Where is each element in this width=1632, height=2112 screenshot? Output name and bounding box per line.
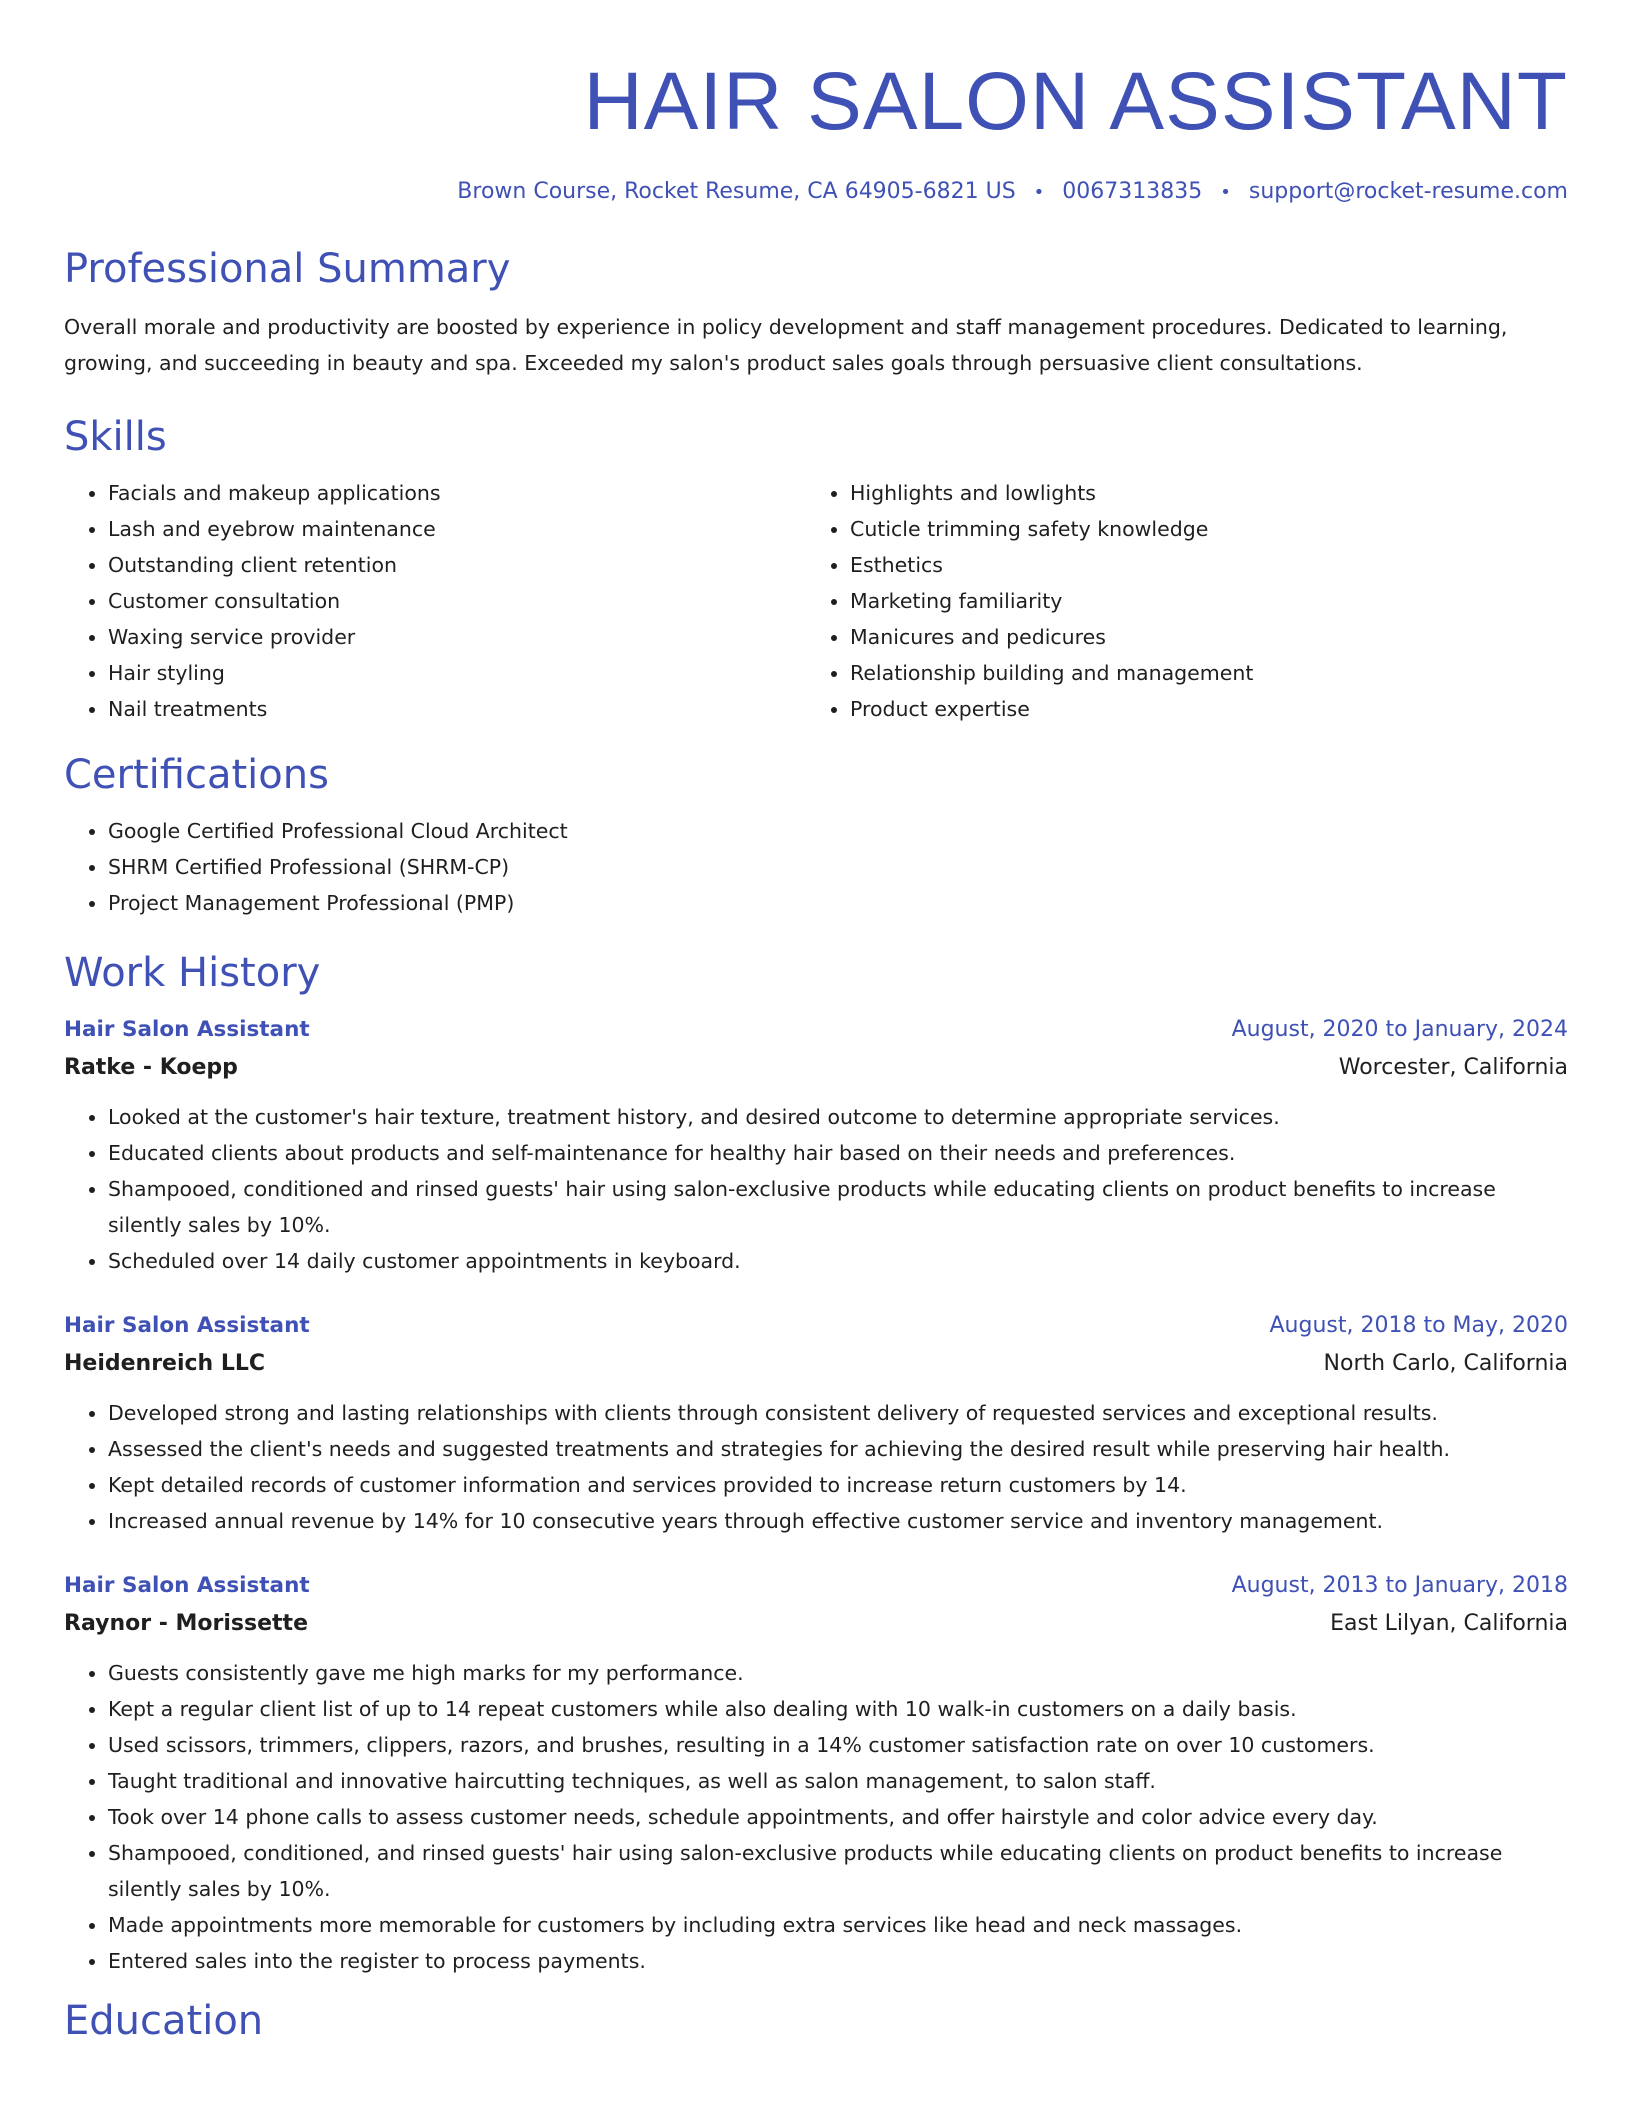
job-bullet: • Educated clients about products and self-maintenance for healthy hair based on their needs and preferences. (108, 1135, 1568, 1171)
job-title: Hair Salon Assistant (64, 1573, 310, 1598)
job-location: East Lilyan, California (1330, 1611, 1568, 1636)
education-heading: Education (64, 1998, 264, 2044)
job-title: Hair Salon Assistant (64, 1017, 310, 1042)
job-bullets (64, 1099, 1568, 1279)
contact-separator: • (1220, 182, 1231, 203)
job-bullet: • Took over 14 phone calls to assess customer needs, schedule appointments, and offer hairstyle and color advice every day. (108, 1799, 1568, 1835)
candidate-name: HAIR SALON ASSISTANT (583, 56, 1568, 147)
job-bullet: • Kept a regular client list of up to 14 repeat customers while also dealing with 10 walk-in customers on a daily basis. (108, 1691, 1568, 1727)
job-title-row (64, 1011, 1568, 1049)
job-company-row (64, 1605, 1568, 1643)
job-location: North Carlo, California (1323, 1351, 1568, 1376)
job-bullet: • Made appointments more memorable for customers by including extra services like head and neck massages. (108, 1907, 1568, 1943)
job-company: Heidenreich LLC (64, 1351, 266, 1376)
certification-item: • SHRM Certified Professional (SHRM-CP) (108, 849, 1568, 885)
certification-item: • Google Certified Professional Cloud Architect (108, 813, 1568, 849)
resume-header (64, 0, 1568, 209)
job-entry (64, 1011, 1568, 1279)
job-company: Raynor - Morissette (64, 1611, 308, 1636)
contact-phone: 0067313835 (1062, 179, 1203, 204)
job-title-row (64, 1567, 1568, 1605)
summary-heading: Professional Summary (64, 246, 511, 292)
job-bullet: • Scheduled over 14 daily customer appointments in keyboard. (108, 1243, 1568, 1279)
job-bullet: • Shampooed, conditioned, and rinsed guests' hair using salon-exclusive products while educating clients on product benefits to increase silently sales by 10%. (108, 1835, 1568, 1907)
job-entry (64, 1567, 1568, 1979)
skill-item: • Outstanding client retention (108, 547, 806, 583)
job-bullets (64, 1395, 1568, 1539)
job-dates: August, 2018 to May, 2020 (1269, 1313, 1568, 1338)
job-bullet: • Guests consistently gave me high marks for my performance. (108, 1655, 1568, 1691)
skill-item: • Cuticle trimming safety knowledge (850, 511, 1548, 547)
skill-item: • Highlights and lowlights (850, 475, 1548, 511)
contact-separator: • (1033, 182, 1045, 203)
skill-item: • Waxing service provider (108, 619, 806, 655)
work-history-heading: Work History (64, 950, 321, 996)
contact-address: Brown Course, Rocket Resume, CA 64905-6821 US (457, 179, 1016, 204)
job-dates: August, 2013 to January, 2018 (1231, 1573, 1568, 1598)
skills-column-left (64, 475, 806, 727)
job-title-row (64, 1307, 1568, 1345)
job-bullet: • Developed strong and lasting relationships with clients through consistent delivery of requested services and exceptional results. (108, 1395, 1568, 1431)
contact-line (64, 176, 1568, 209)
certifications-list (64, 813, 1568, 921)
skills-list (64, 475, 1568, 727)
skill-item: • Facials and makeup applications (108, 475, 806, 511)
skills-heading: Skills (64, 414, 167, 460)
skill-item: • Esthetics (850, 547, 1548, 583)
skill-item: • Product expertise (850, 691, 1548, 727)
job-bullets (64, 1655, 1568, 1979)
summary-text: Overall morale and productivity are boosted by experience in policy development and staff management procedures. Dedicated to learning, growing, and succeeding in beauty and spa. Exceeded my salon's product sales goals through persuasive client consultations. (64, 315, 1508, 375)
job-location: Worcester, California (1338, 1055, 1568, 1080)
skill-item: • Hair styling (108, 655, 806, 691)
job-company-row (64, 1345, 1568, 1383)
job-entry (64, 1307, 1568, 1539)
job-bullet: • Taught traditional and innovative haircutting techniques, as well as salon management, to salon staff. (108, 1763, 1568, 1799)
job-bullet: • Shampooed, conditioned and rinsed guests' hair using salon-exclusive products while educating clients on product benefits to increase silently sales by 10%. (108, 1171, 1568, 1243)
job-company-row (64, 1049, 1568, 1087)
job-title: Hair Salon Assistant (64, 1313, 310, 1338)
certification-item: • Project Management Professional (PMP) (108, 885, 1568, 921)
skill-item: • Customer consultation (108, 583, 806, 619)
job-company: Ratke - Koepp (64, 1055, 238, 1080)
job-bullet: • Looked at the customer's hair texture, treatment history, and desired outcome to determine appropriate services. (108, 1099, 1568, 1135)
skill-item: • Manicures and pedicures (850, 619, 1548, 655)
certifications-heading: Certifications (64, 752, 329, 798)
job-bullet: • Kept detailed records of customer information and services provided to increase return customers by 14. (108, 1467, 1568, 1503)
skill-item: • Relationship building and management (850, 655, 1548, 691)
job-bullet: • Increased annual revenue by 14% for 10 consecutive years through effective customer service and inventory management. (108, 1503, 1568, 1539)
job-bullet: • Entered sales into the register to process payments. (108, 1943, 1568, 1979)
resume-page (64, 0, 1568, 2047)
job-bullet: • Used scissors, trimmers, clippers, razors, and brushes, resulting in a 14% customer satisfaction rate on over 10 customers. (108, 1727, 1568, 1763)
skill-item: • Marketing familiarity (850, 583, 1548, 619)
skill-item: • Nail treatments (108, 691, 806, 727)
job-bullet: • Assessed the client's needs and suggested treatments and strategies for achieving the desired result while preserving hair health. (108, 1431, 1568, 1467)
contact-email[interactable]: support@rocket-resume.com (1248, 179, 1568, 204)
skills-column-right (806, 475, 1548, 727)
skill-item: • Lash and eyebrow maintenance (108, 511, 806, 547)
job-dates: August, 2020 to January, 2024 (1231, 1017, 1568, 1042)
